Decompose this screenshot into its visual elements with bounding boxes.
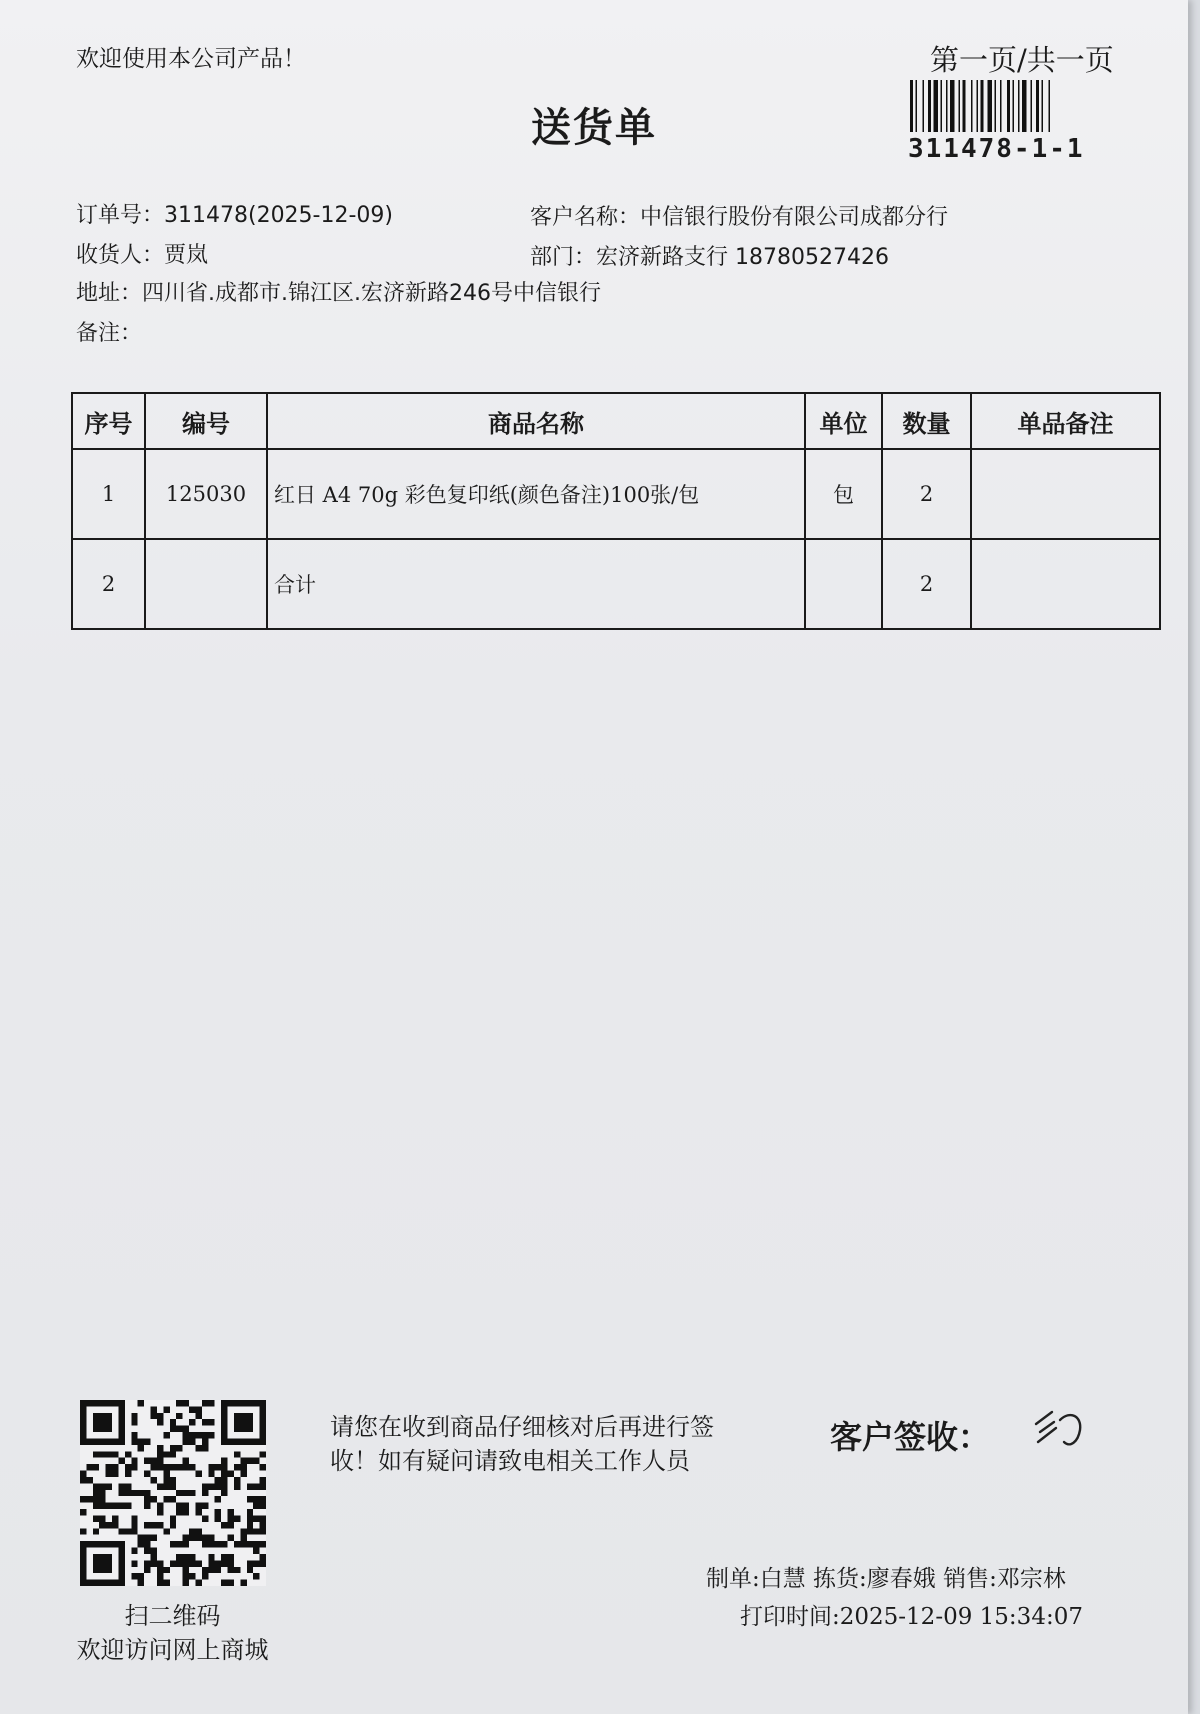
cell-item-remark — [971, 449, 1160, 539]
table-header-row — [72, 393, 1160, 449]
barcode-number: 311478-1-1 — [908, 134, 1085, 164]
handwritten-signature-icon — [1030, 1398, 1090, 1458]
header-quantity: 数量 — [882, 393, 971, 449]
cell-code: 125030 — [145, 449, 267, 539]
cell-product-name: 红日 A4 70g 彩色复印纸(颜色备注)100张/包 — [267, 449, 805, 539]
qr-code-icon — [80, 1400, 266, 1586]
header-product-name: 商品名称 — [267, 393, 805, 449]
cell-total-label: 合计 — [267, 539, 805, 629]
staff-line: 制单:白慧 拣货:廖春娥 销售:邓宗林 — [706, 1566, 1066, 1592]
qr-caption-scan: 扫二维码 — [124, 1602, 221, 1630]
cell-unit — [805, 539, 882, 629]
cell-item-remark — [971, 539, 1160, 629]
cell-seq: 1 — [72, 449, 145, 539]
barcode-icon — [910, 80, 1122, 132]
cell-total-quantity: 2 — [882, 539, 971, 629]
header-unit: 单位 — [805, 393, 882, 449]
document-title: 送货单 — [531, 105, 657, 151]
order-number: 订单号：311478(2025-12-09) — [76, 203, 394, 228]
header-code: 编号 — [145, 393, 267, 449]
header-item-remark: 单品备注 — [971, 393, 1160, 449]
department: 部门：宏济新路支行 18780527426 — [530, 245, 889, 270]
customer-signature-label: 客户签收： — [830, 1418, 991, 1456]
cell-seq: 2 — [72, 539, 145, 629]
cell-unit: 包 — [805, 449, 882, 539]
items-table — [71, 392, 1161, 630]
page-indicator: 第一页/共一页 — [930, 43, 1114, 77]
cell-code — [145, 539, 267, 629]
address: 地址：四川省.成都市.锦江区.宏济新路246号中信银行 — [76, 281, 601, 306]
welcome-text: 欢迎使用本公司产品！ — [76, 46, 306, 72]
print-time: 打印时间:2025-12-09 15:34:07 — [740, 1604, 1083, 1630]
customer-name: 客户名称：中信银行股份有限公司成都分行 — [530, 205, 949, 230]
cell-quantity: 2 — [882, 449, 971, 539]
header-seq: 序号 — [72, 393, 145, 449]
table-row-total — [72, 539, 1160, 629]
remark: 备注： — [76, 321, 143, 346]
table-row — [72, 449, 1160, 539]
qr-caption-mall: 欢迎访问网上商城 — [76, 1636, 269, 1664]
inspection-notice: 请您在收到商品仔细核对后再进行签收！如有疑问请致电相关工作人员 — [330, 1413, 714, 1475]
receiver: 收货人：贾岚 — [76, 243, 209, 268]
